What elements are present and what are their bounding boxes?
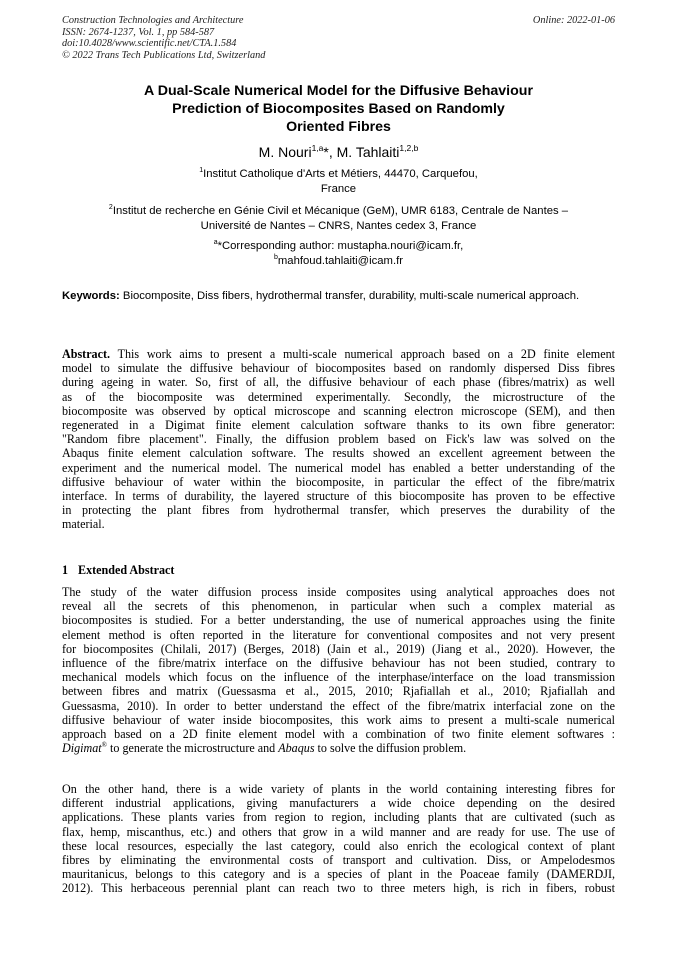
journal-doi: doi:10.4028/www.scientific.net/CTA.1.584 — [62, 38, 237, 50]
abstract-line: "Random fibre placement". Finally, the diffusion problem based on Fick's law was solved on the — [62, 432, 615, 447]
paragraph-line: biocomposites is studied. For a better understanding, the use of numerical approaches using the finite — [62, 613, 615, 628]
title-line: Prediction of Biocomposites Based on Randomly — [172, 101, 505, 117]
paragraph-line: these local resources, especially the last category, could also enrich the ecological context of plant — [62, 838, 615, 853]
abstract-line: diffusive behaviour of water within the biocomposite, in particular the effect of the fibre/matrix — [62, 474, 615, 489]
email-text: *Corresponding author: mustapha.nouri@icam.fr, — [217, 240, 464, 252]
paragraph-1 — [62, 585, 615, 755]
abstract-line: biocomposite was observed by optical microscope and scanning electron microscope (SEM), and then — [62, 403, 615, 418]
paragraph-line: mauritanicus, belongs to this category and is a species of plant in the Poaceae family (DAMERDJI, — [62, 867, 615, 882]
paragraph-line: applications. These plants varies from region to region, including plants that are cultivated (such as — [62, 810, 615, 825]
section-heading — [62, 563, 615, 578]
abstract-line: during ageing in water. So, first of all, the diffusive behaviour of each phase (fibres/matrix) as well — [62, 375, 615, 390]
journal-copyright: © 2022 Trans Tech Publications Ltd, Switzerland — [62, 49, 266, 61]
affiliation-text: Institut de recherche en Génie Civil et Mécanique (GeM), UMR 6183, Centrale de Nantes – — [112, 205, 569, 217]
author-superscript: 1,a — [311, 143, 324, 153]
online-date: Online: 2022-01-06 — [532, 15, 615, 26]
author-separator: *, — [323, 144, 337, 160]
paper-title — [62, 82, 615, 136]
author-superscript: 1,2,b — [399, 143, 419, 153]
abstract-line: experiment and the numerical model. The numerical model has enabled a better understanding of the — [62, 460, 615, 475]
abstract-line: as of the biocomposite was determined experimentally. Secondly, the microstructure of the — [62, 389, 615, 404]
affiliation-text: Université de Nantes – CNRS, Nantes cedex 3, France — [200, 219, 477, 232]
abstract-line: Abstract. This work aims to present a multi-scale numerical approach based on a 2D finite element — [62, 347, 615, 361]
abstract-line: interface. In terms of durability, the layered structure of this biocomposite has proven to be effective — [62, 488, 615, 503]
paragraph-line: different industrial applications, giving manufacturers a wide choice depending on the desired — [62, 796, 615, 811]
title-line: Oriented Fibres — [286, 119, 391, 135]
paragraph-line: for biocomposites (Chilali, 2017) (Berges, 2018) (Jain et al., 2019) (Jiang et al., 2020). However, the — [62, 641, 615, 656]
abstract-line: model to simulate the diffusive behaviour of biocomposites based on randomly dispersed Diss fibres — [62, 361, 615, 376]
paragraph-line: diffusive behaviour of water inside biocomposites, this work aims to present a multi-scale numerical — [62, 712, 615, 727]
author-name: M. Nouri — [258, 144, 312, 160]
abstract-line: Abaqus finite element calculation software. The results showed an excellent agreement between the — [62, 446, 615, 461]
abstract-label: Abstract. — [62, 347, 111, 361]
affiliation-marker: 2 — [108, 204, 113, 211]
section-title: Extended Abstract — [78, 563, 175, 577]
abstract-line: regenerated in a Digimat finite element calculation software thanks to its own fibre generator: — [62, 417, 615, 432]
paragraph-line: fibres by eliminating the environmental costs of transport and cultivation. Diss, or Ampelodesmos — [62, 852, 615, 867]
affiliation-text: France — [320, 182, 357, 195]
paragraph-line: element method is often reported in the literature for conventional composites and not very present — [62, 627, 615, 642]
journal-issn: ISSN: 2674-1237, Vol. 1, pp 584-587 — [62, 26, 215, 38]
affiliation-marker: 1 — [199, 167, 204, 174]
paragraph-line: On the other hand, there is a wide variety of plants in the world containing interesting fibres for — [62, 782, 615, 796]
paragraph-line: 2012). This herbaceous perennial plant can reach two to three meters high, is rich in fibers, robust — [62, 881, 615, 896]
software-name: Digimat — [62, 741, 102, 756]
abstract-line: material. — [62, 517, 105, 532]
corresponding-author — [62, 239, 615, 268]
paragraph-line: Digimat® to generate the microstructure and Abaqus to solve the diffusion problem. — [62, 741, 467, 756]
paragraph-line: between fibres and matrix (Guessasma et al., 2015, 2010; Rjafiallah et al., 2010; Rjafiallah and — [62, 684, 615, 699]
email-marker: a — [213, 239, 218, 246]
paragraph-line: reveal all the secrets of this phenomenon, in particular when such a complex material as — [62, 599, 615, 614]
affiliation-text: Institut Catholique d'Arts et Métiers, 44470, Carquefou, — [203, 168, 478, 180]
affiliation-1 — [62, 167, 615, 196]
keywords-label: Keywords: — [62, 290, 120, 302]
email-text: mahfoud.tahlaiti@icam.fr — [277, 254, 404, 267]
paragraph-line: mechanical models which focus on the influence of the interphase/interface on the load transmission — [62, 670, 615, 685]
author-name: M. Tahlaiti — [336, 144, 400, 160]
abstract — [62, 347, 615, 531]
email-marker: b — [273, 253, 278, 261]
paragraph-line: approach based on a 2D finite element model with a combination of two finite element softwares : — [62, 726, 615, 741]
keywords-text: Biocomposite, Diss fibers, hydrothermal transfer, durability, multi-scale numerical approach. — [122, 290, 580, 302]
author-list — [62, 143, 615, 161]
registered-mark: ® — [101, 741, 107, 750]
paragraph-line: flax, hemp, miscanthus, etc.) and others that grow in a wild manner and are ready for use. The use of — [62, 824, 615, 839]
paragraph-2 — [62, 782, 615, 896]
affiliation-2 — [62, 204, 615, 233]
journal-info — [62, 15, 265, 61]
paragraph-line: influence of the fibre/matrix interface on the diffusive behaviour has not been studied, contrary to — [62, 655, 615, 670]
software-name: Abaqus — [278, 741, 315, 756]
title-line: A Dual-Scale Numerical Model for the Diffusive Behaviour — [144, 83, 533, 99]
section-number: 1 — [62, 563, 69, 577]
abstract-line: in protecting the plant fibres from hydrothermal transfer, which preserves the durability of the — [62, 503, 615, 518]
keywords-block — [62, 289, 615, 304]
journal-name: Construction Technologies and Architecture — [62, 15, 244, 26]
paragraph-line: Guessasma, 2010). In order to better understand the effect of the fibre/matrix interfacial zone on the — [62, 698, 615, 713]
paragraph-line: The study of the water diffusion process inside composites using analytical approaches does not — [62, 585, 615, 599]
